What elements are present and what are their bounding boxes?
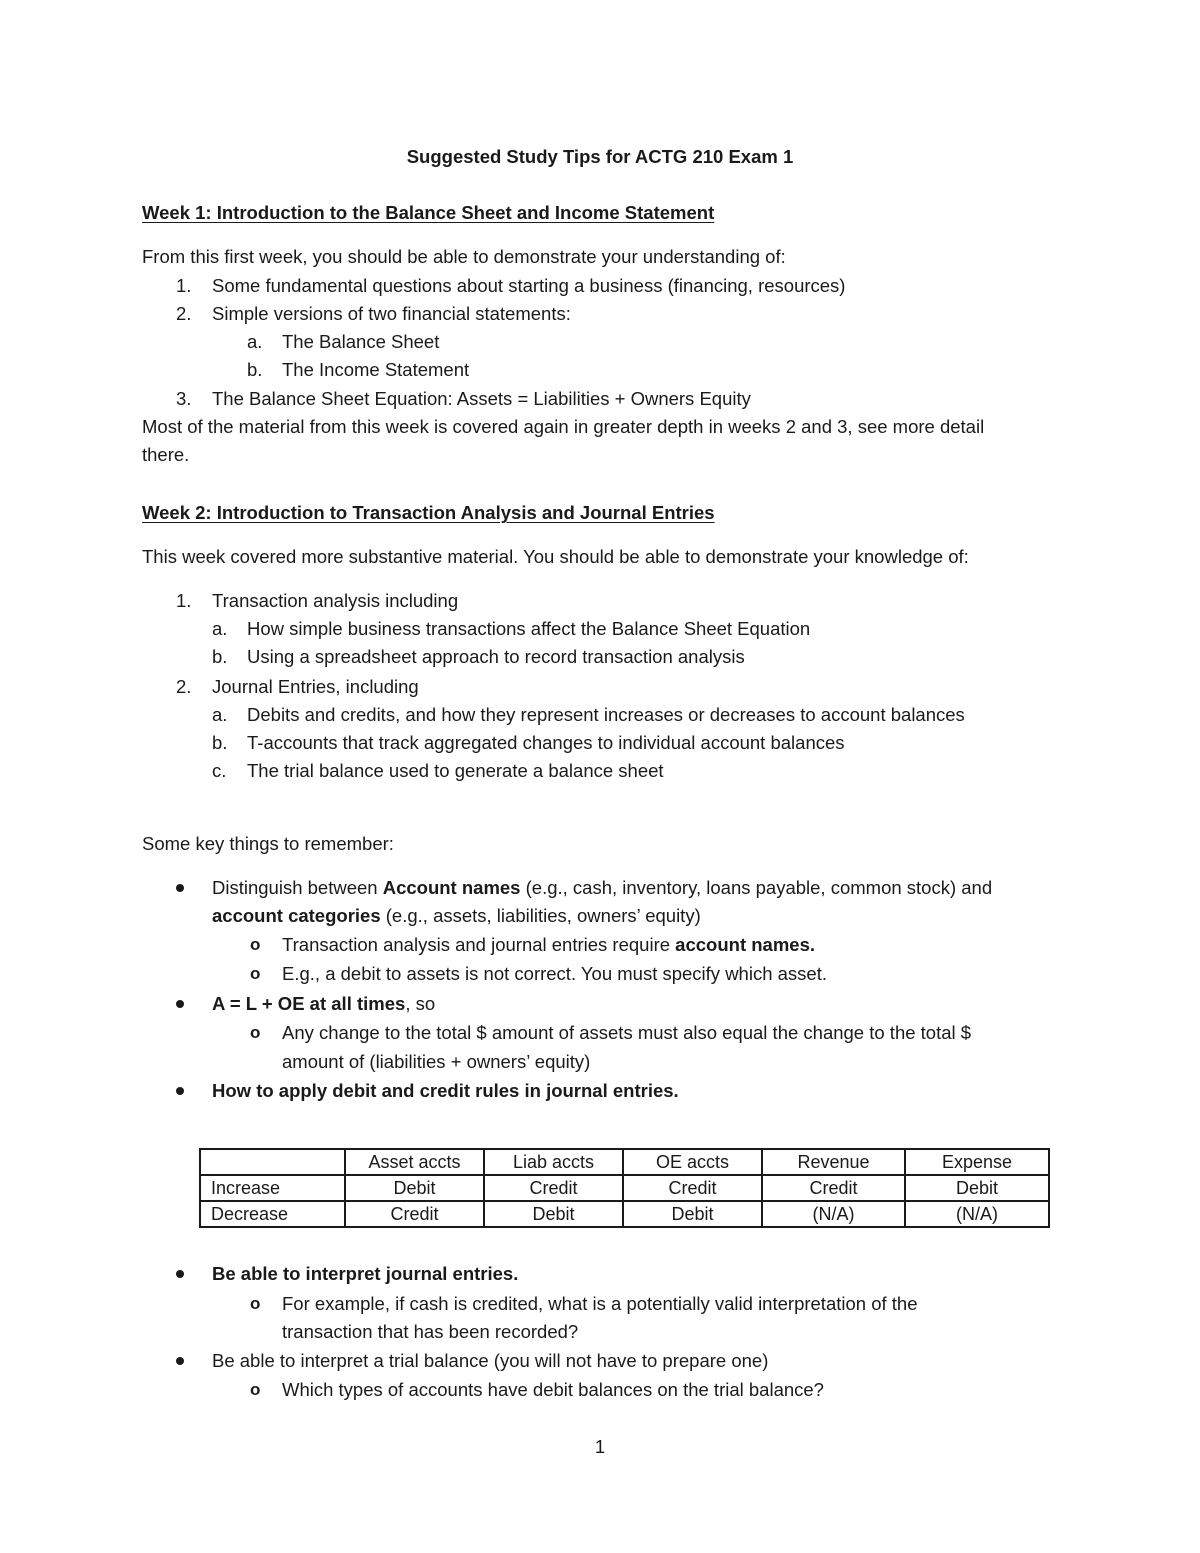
list-item: Simple versions of two financial statements: xyxy=(212,303,571,324)
table-header-cell: Liab accts xyxy=(484,1149,623,1175)
week1-heading: Week 1: Introduction to the Balance Sheet and Income Statement xyxy=(142,202,715,223)
sub-bullet-item: Any change to the total $ amount of assets must also equal the change to the total $ xyxy=(282,1022,972,1043)
list-item: Transaction analysis including xyxy=(212,590,459,611)
list-number: 1. xyxy=(176,590,192,611)
sub-bullet-item-cont: amount of (liabilities + owners’ equity) xyxy=(282,1051,591,1072)
bullet-icon xyxy=(176,884,184,892)
sub-bullet-icon: o xyxy=(250,1380,261,1399)
table-cell: Credit xyxy=(762,1175,905,1201)
table-header-row xyxy=(200,1149,1049,1175)
list-number: 1. xyxy=(176,275,192,296)
key-things-heading: Some key things to remember: xyxy=(142,833,394,854)
list-letter: b. xyxy=(247,359,263,380)
week2-heading: Week 2: Introduction to Transaction Analysis and Journal Entries xyxy=(142,502,715,523)
table-cell: Credit xyxy=(484,1175,623,1201)
bullet-item-account-categories xyxy=(212,905,701,927)
bullet-item-interpret-journal: Be able to interpret journal entries. xyxy=(212,1263,519,1284)
week1-closing: Most of the material from this week is covered again in greater depth in weeks 2 and 3, see more detail xyxy=(142,416,985,437)
list-letter: a. xyxy=(247,331,263,352)
sub-bullet-icon: o xyxy=(250,1023,261,1042)
table-header-cell: OE accts xyxy=(623,1149,762,1175)
week1-closing-cont: there. xyxy=(142,444,190,465)
list-number: 2. xyxy=(176,676,192,697)
bullet-item-trial-balance: Be able to interpret a trial balance (you will not have to prepare one) xyxy=(212,1350,769,1371)
bullet-icon xyxy=(176,1357,184,1365)
table-cell: Credit xyxy=(623,1175,762,1201)
page-number: 1 xyxy=(594,1436,606,1457)
bullet-item-debit-credit-rules: How to apply debit and credit rules in journal entries. xyxy=(212,1080,679,1101)
list-letter: c. xyxy=(212,760,227,781)
bullet-icon xyxy=(176,1087,184,1095)
table-header-cell: Asset accts xyxy=(345,1149,484,1175)
table-cell: Debit xyxy=(905,1175,1049,1201)
bold-text: account names. xyxy=(675,934,815,955)
table-cell: (N/A) xyxy=(762,1201,905,1227)
list-item: Debits and credits, and how they represent increases or decreases to account balances xyxy=(247,704,965,725)
table-cell: (N/A) xyxy=(905,1201,1049,1227)
list-item: T-accounts that track aggregated changes to individual account balances xyxy=(247,732,845,753)
table-cell: Debit xyxy=(623,1201,762,1227)
list-item: The Balance Sheet Equation: Assets = Liabilities + Owners Equity xyxy=(212,388,751,409)
debit-credit-rules-table xyxy=(199,1148,1050,1228)
sub-bullet-item: For example, if cash is credited, what is a potentially valid interpretation of the xyxy=(282,1293,918,1314)
sub-bullet-icon: o xyxy=(250,935,261,954)
list-item: How simple business transactions affect the Balance Sheet Equation xyxy=(247,618,811,639)
list-number: 3. xyxy=(176,388,192,409)
sub-bullet-item: Which types of accounts have debit balances on the trial balance? xyxy=(282,1379,824,1400)
list-item: The trial balance used to generate a balance sheet xyxy=(247,760,664,781)
table-row xyxy=(200,1175,1049,1201)
table-header-cell xyxy=(200,1149,345,1175)
text-run: , so xyxy=(405,993,436,1014)
sub-bullet-icon: o xyxy=(250,964,261,983)
bullet-icon xyxy=(176,1270,184,1278)
bullet-icon xyxy=(176,1000,184,1008)
list-item: Using a spreadsheet approach to record transaction analysis xyxy=(247,646,745,667)
sub-bullet-item: E.g., a debit to assets is not correct. You must specify which asset. xyxy=(282,963,827,984)
bold-text: Account names xyxy=(382,877,521,898)
table-header-cell: Expense xyxy=(905,1149,1049,1175)
bold-text: A = L + OE at all times xyxy=(212,993,406,1014)
table-cell: Debit xyxy=(345,1175,484,1201)
table-row-label: Decrease xyxy=(200,1201,345,1227)
sub-bullet-item-cont: transaction that has been recorded? xyxy=(282,1321,579,1342)
text-run: (e.g., assets, liabilities, owners’ equity) xyxy=(380,905,701,926)
list-letter: a. xyxy=(212,618,228,639)
list-item: The Balance Sheet xyxy=(282,331,440,352)
table-cell: Debit xyxy=(484,1201,623,1227)
sub-bullet-icon: o xyxy=(250,1294,261,1313)
table-cell: Credit xyxy=(345,1201,484,1227)
table-header-cell: Revenue xyxy=(762,1149,905,1175)
bullet-item-equation xyxy=(212,993,435,1015)
document-title: Suggested Study Tips for ACTG 210 Exam 1 xyxy=(406,146,794,167)
text-run: Distinguish between xyxy=(212,877,383,898)
list-letter: b. xyxy=(212,732,228,753)
table-row-label: Increase xyxy=(200,1175,345,1201)
text-run: Transaction analysis and journal entries require xyxy=(282,934,676,955)
list-letter: a. xyxy=(212,704,228,725)
list-number: 2. xyxy=(176,303,192,324)
list-item: Journal Entries, including xyxy=(212,676,419,697)
week2-intro: This week covered more substantive material. You should be able to demonstrate your knowledge of: xyxy=(142,546,969,567)
bullet-item-account-names xyxy=(212,877,992,899)
text-run: (e.g., cash, inventory, loans payable, common stock) and xyxy=(520,877,993,898)
list-letter: b. xyxy=(212,646,228,667)
bold-text: account categories xyxy=(212,905,381,926)
sub-bullet-item xyxy=(282,934,815,956)
list-item: Some fundamental questions about starting a business (financing, resources) xyxy=(212,275,846,296)
week1-intro: From this first week, you should be able to demonstrate your understanding of: xyxy=(142,246,786,267)
list-item: The Income Statement xyxy=(282,359,470,380)
table-row xyxy=(200,1201,1049,1227)
